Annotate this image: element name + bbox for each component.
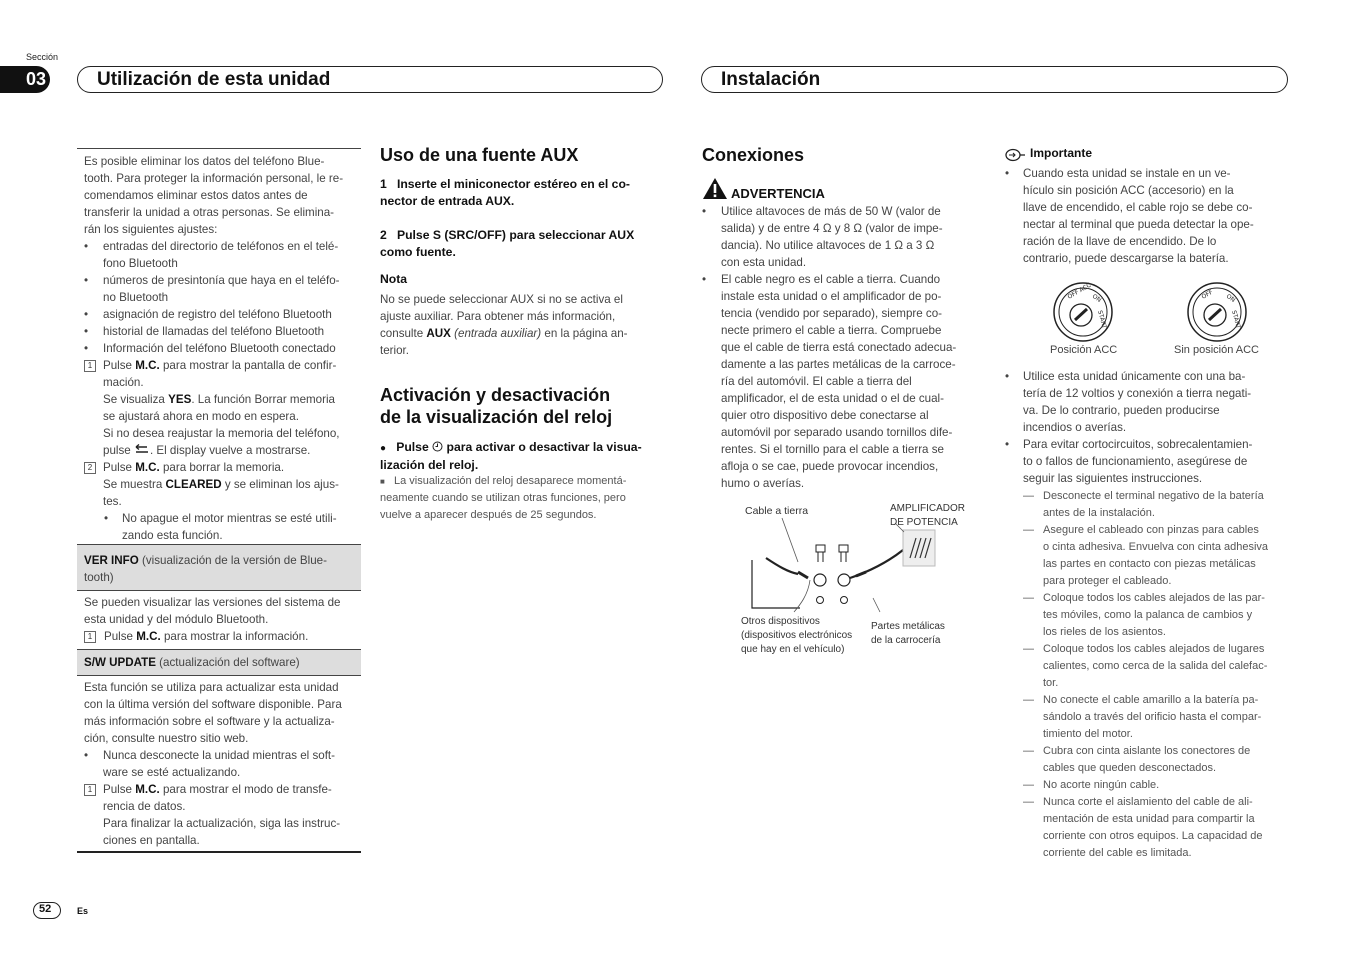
- dash2-l4: para proteger el cableado.: [1043, 575, 1172, 587]
- c3-b2-l1: El cable negro es el cable a tierra. Cuando: [721, 273, 941, 286]
- col3-bullets: • Utilice altavoces de más de 50 W (valor de salida) y de entre 4 Ω y 8 Ω (valor de impe- dancia). No utilice altavoces de 1 Ω a 3 Ω con esta unidad. • El cable negro es el cable a tierra. Cuando instale esta unidad o el amplificador de po- tencia (vendido por separado), siempre co- necte primero el cable a tierra. Compruebe que el cable de tierra está conectado adecua- damente a las partes metálicas de la carroce- ría del automóvil. El cable a tierra del amplificador, el de esta unidad o el de cual- quier otro dispositivo debe conectarse al automóvil por separado usando tornillos dife- rentes. Si el tornillo para el cable a tierra se afloja o se cae, puede provocar incendios, humo o averías.: [702, 205, 957, 490]
- aux-step1-l1: Inserte el miniconector estéreo en el co-: [396, 177, 630, 191]
- label-metal-1: Partes metálicas: [871, 621, 945, 632]
- col1-p1-l5: rán los siguientes ajustes:: [84, 223, 218, 236]
- sw-step-text: para mostrar el modo de transfe-: [162, 783, 332, 796]
- step1b-yes: YES: [168, 393, 192, 406]
- nota-title: Nota: [380, 272, 408, 286]
- aux-title: Uso de una fuente AUX: [380, 145, 579, 165]
- dash8-l1: Nunca corte el aislamiento del cable de ali-: [1043, 796, 1253, 808]
- nota-aux-desc: (entrada auxiliar): [454, 327, 542, 340]
- verinfo-title: VER INFO: [84, 554, 139, 567]
- footer-lang: Es: [77, 906, 89, 916]
- step2b-cleared: CLEARED: [165, 478, 222, 491]
- clock-step-pulse: Pulse: [396, 440, 429, 454]
- step1c-a: Si no desea reajustar la memoria del teléfono,: [103, 427, 340, 440]
- step-number-box: 1: [84, 631, 96, 643]
- dash3-l1: Coloque todos los cables alejados de las par-: [1043, 592, 1265, 604]
- label-amp-2: DE POTENCIA: [890, 517, 958, 528]
- dash3-l2: tes móviles, como la palanca de cambios y: [1043, 609, 1253, 621]
- c3-b2-l7: ría del automóvil. El cable a tierra del: [721, 375, 912, 388]
- verinfo-p-1: Se pueden visualizar las versiones del sistema de: [84, 596, 341, 609]
- nota-l1: No se puede seleccionar AUX si no se activa el: [380, 293, 623, 306]
- svg-text:OFF: OFF: [1200, 288, 1215, 301]
- step1-pulse: Pulse: [103, 359, 133, 372]
- nota-body: [380, 291, 665, 359]
- sw-step-key: M.C.: [135, 783, 160, 796]
- verinfo-header-text: [84, 552, 356, 586]
- step2-bullet-l2: zando esta función.: [122, 529, 223, 542]
- clock-title: [380, 384, 612, 428]
- col4-bullets-2: • Utilice esta unidad únicamente con una ba- tería de 12 voltios y conexión a tierra negati- va. De lo contrario, pueden producirse incendios o averías. • Para evitar cortocircuitos, sobrecalentamien- to o fallos de funcionamiento, asegúrese de seguir las siguientes instrucciones.: [1005, 370, 1253, 485]
- verinfo-step-text: para mostrar la información.: [163, 630, 309, 643]
- back-icon: [134, 442, 150, 459]
- clock-note-l2: neamente cuando se utilizan otras funciones, pero: [380, 492, 626, 504]
- c4-b2-l2: tería de 12 voltios y conexión a tierra negati-: [1023, 387, 1252, 400]
- c4-b3-l1: Para evitar cortocircuitos, sobrecalentamien-: [1023, 438, 1253, 451]
- svg-text:START: START: [1230, 309, 1242, 330]
- nota-l3b: en la página an-: [544, 327, 628, 340]
- c4-b1-l3: llave de encendido, el cable rojo se debe co-: [1023, 201, 1253, 214]
- dash8-l4: corriente del cable es limitada.: [1043, 847, 1192, 859]
- verinfo-step-pulse: Pulse: [104, 630, 134, 643]
- svg-text:ON: ON: [1090, 292, 1103, 304]
- c3-b2-l8: amplificador, el de esta unidad o el de cual-: [721, 392, 944, 405]
- c4-b3-l3: seguir las siguientes instrucciones.: [1023, 472, 1203, 485]
- step1c-pulse: pulse: [103, 444, 131, 457]
- sw-step-b-2: ciones en pantalla.: [103, 834, 200, 847]
- sw-step-text-2: rencia de datos.: [103, 800, 186, 813]
- dash8-l2: mentación de esta unidad para compartir la: [1043, 813, 1255, 825]
- label-other-3: que hay en el vehículo): [741, 644, 845, 655]
- clock-icon: [432, 440, 443, 457]
- verinfo-desc-2: tooth): [84, 571, 114, 584]
- c3-b1-l2: salida) y de entre 4 Ω y 8 Ω (valor de impe-: [721, 222, 943, 235]
- section-number: 03: [26, 69, 47, 89]
- sw-bullet-2: ware se esté actualizando.: [103, 766, 241, 779]
- dash6-l1: Cubra con cinta aislante los conectores de: [1043, 745, 1251, 757]
- noacc-label: Sin posición ACC: [1174, 344, 1259, 356]
- col1-bottom-rule: [77, 851, 361, 853]
- dash2-l2: o cinta adhesiva. Envuelva con cinta adhesiva: [1043, 541, 1269, 553]
- left-section-title: Utilización de esta unidad: [97, 69, 331, 90]
- col1-bullet4: historial de llamadas del teléfono Bluetooth: [103, 325, 325, 338]
- col1-p1-l4: transferir la unidad a otras personas. Se elimina-: [84, 206, 335, 219]
- clock-step-l2: lización del reloj.: [380, 458, 479, 472]
- c4-b1-l5: ración de la llave de encendido. De lo: [1023, 235, 1217, 248]
- aux-step2-num: 2: [380, 228, 387, 242]
- verinfo-step-key: M.C.: [136, 630, 161, 643]
- aux-step2: [380, 227, 665, 261]
- step1b-c: . La función Borrar memoria: [191, 393, 336, 406]
- sw-bullet-1: Nunca desconecte la unidad mientras el soft-: [103, 749, 336, 762]
- col1-bullet2-l1: números de presintonía que haya en el teléfo-: [103, 274, 340, 287]
- col1-bullet1-l1: entradas del directorio de teléfonos en el telé-: [103, 240, 339, 253]
- step2-key: M.C.: [135, 461, 160, 474]
- svg-text:START: START: [1096, 309, 1108, 330]
- dash4-l1: Coloque todos los cables alejados de lugares: [1043, 643, 1265, 655]
- dash8-l3: corriente con otros equipos. La capacidad de: [1043, 830, 1263, 842]
- label-other-1: Otros dispositivos: [741, 616, 820, 627]
- sw-step-b-1: Para finalizar la actualización, siga las instruc-: [103, 817, 341, 830]
- step-number-box: 1: [84, 360, 96, 372]
- clock-title-l1: Activación y desactivación: [380, 385, 611, 405]
- swupdate-body: Esta función se utiliza para actualizar esta unidad con la última versión del software disponible. Para más información sobre el software y la actualiza- ción, consulte nuestro sitio web. • Nunca desconecte la unidad mientras el soft- ware se esté actualizando. 1 Pulse M.C. para mostrar el modo de transfe- rencia de datos. Para finalizar la actualización, siga las instruc- ciones en pantalla.: [84, 681, 342, 847]
- dash2-l1: Asegure el cableado con pinzas para cables: [1043, 524, 1259, 536]
- dash1-l2: antes de la instalación.: [1043, 507, 1155, 519]
- ground-diagram: [738, 500, 988, 660]
- aux-step2-l2: como fuente.: [380, 245, 456, 259]
- label-other-2: (dispositivos electrónicos: [741, 630, 853, 641]
- step1-text-2: mación.: [103, 376, 144, 389]
- swupdate-header-text: [84, 654, 356, 671]
- swupdate-title: S/W UPDATE: [84, 656, 156, 669]
- verinfo-body: [84, 594, 356, 645]
- swupdate-desc: (actualización del software): [159, 656, 300, 669]
- clock-note-l1: La visualización del reloj desaparece momentá-: [394, 475, 627, 487]
- step2b-a: Se muestra: [103, 478, 163, 491]
- aux-step1-num: 1: [380, 177, 387, 191]
- verinfo-desc-1: (visualización de la versión de Blue-: [142, 554, 327, 567]
- c4-b1-l1: Cuando esta unidad se instale en un ve-: [1023, 167, 1231, 180]
- svg-text:ON: ON: [1224, 292, 1237, 304]
- c4-b1-l4: nectar al terminal que pueda detectar la ope-: [1023, 218, 1254, 231]
- col1-p1-l1: Es posible eliminar los datos del teléfono Blue-: [84, 155, 325, 168]
- c3-b2-l10: automóvil por separado usando tornillos dife-: [721, 426, 953, 439]
- c3-b1-l4: con esta unidad.: [721, 256, 807, 269]
- conexiones-title: Conexiones: [702, 145, 805, 165]
- dash6-l2: cables que queden desconectados.: [1043, 762, 1217, 774]
- label-metal-2: de la carrocería: [871, 635, 941, 646]
- nota-l2: ajuste auxiliar. Para obtener más información,: [380, 310, 616, 323]
- step2-text: para borrar la memoria.: [162, 461, 285, 474]
- step-number-box: 1: [84, 784, 96, 796]
- col4-bullet1: • Cuando esta unidad se instale en un ve- hículo sin posición ACC (accesorio) en la llave de encendido, el cable rojo se debe co- nectar al terminal que pueda detectar la ope- ración de la llave de encendido. De lo contrario, puede descargarse la batería.: [1005, 167, 1254, 265]
- acc-key-icon: [1052, 281, 1114, 348]
- col1-top-rule: [77, 148, 361, 149]
- right-section-title: Instalación: [721, 69, 821, 90]
- step2-bullet-l1: No apague el motor mientras se esté utili-: [122, 512, 337, 525]
- col1-bullet2-l2: no Bluetooth: [103, 291, 169, 304]
- important-label: Importante: [1030, 146, 1093, 160]
- nota-l4: terior.: [380, 344, 409, 357]
- c4-b1-l2: hículo sin posición ACC (accesorio) en la: [1023, 184, 1234, 197]
- dash7-l1: No acorte ningún cable.: [1043, 779, 1160, 791]
- step2-pulse: Pulse: [103, 461, 133, 474]
- c3-b2-l11: rentes. Si el tornillo para el cable a tierra se: [721, 443, 944, 456]
- step1b-d: se ajustará ahora en modo en espera.: [103, 410, 299, 423]
- c3-b1-l3: dancia). No utilice altavoces de 1 Ω a 3 Ω: [721, 239, 935, 252]
- c4-b3-l2: to o fallos de funcionamiento, asegúrese de: [1023, 455, 1248, 468]
- c3-b2-l2: instale esta unidad o el amplificador de po-: [721, 290, 942, 303]
- dash4-l3: tor.: [1043, 677, 1059, 689]
- aux-step1: [380, 176, 665, 210]
- c3-b2-l6: damente a las partes metálicas de la carroce-: [721, 358, 956, 371]
- aux-step1-l2: nector de entrada AUX.: [380, 194, 515, 208]
- dash2-l3: las partes en contacto con piezas metálicas: [1043, 558, 1256, 570]
- dash5-l3: timiento del motor.: [1043, 728, 1133, 740]
- c4-b2-l1: Utilice esta unidad únicamente con una ba-: [1023, 370, 1246, 383]
- c3-b2-l4: necte primero el cable a tierra. Compruebe: [721, 324, 942, 337]
- dash3-l3: los rieles de los asientos.: [1043, 626, 1166, 638]
- c3-b2-l13: humo o averías.: [721, 477, 805, 490]
- dash1-l1: Desconecte el terminal negativo de la batería: [1043, 490, 1264, 502]
- c4-b1-l6: contrario, puede descargarse la batería.: [1023, 252, 1229, 265]
- step-number-box: 2: [84, 462, 96, 474]
- dash5-l2: sándolo a través del orificio hasta el compar-: [1043, 711, 1262, 723]
- c3-b1-l1: Utilice altavoces de más de 50 W (valor de: [721, 205, 941, 218]
- verinfo-p-2: esta unidad y del módulo Bluetooth.: [84, 613, 269, 626]
- warning-label: ADVERTENCIA: [731, 186, 825, 201]
- noacc-key-icon: [1186, 281, 1248, 348]
- c3-b2-l3: tencia (vendido por separado), siempre co-: [721, 307, 943, 320]
- sw-p-3: más información sobre el software y la actualiza-: [84, 715, 335, 728]
- nota-l3a: consulte: [380, 327, 424, 340]
- page-number: 52: [39, 903, 52, 915]
- acc-label: Posición ACC: [1050, 344, 1118, 356]
- clock-step-l1: para activar o desactivar la visua-: [446, 440, 642, 454]
- clock-step: ● Pulse para activar o desactivar la visua- lización del reloj.: [380, 440, 642, 472]
- sw-p-1: Esta función se utiliza para actualizar esta unidad: [84, 681, 339, 694]
- col1-bullet5: Información del teléfono Bluetooth conectado: [103, 342, 336, 355]
- sw-p-2: con la última versión del software disponible. Para: [84, 698, 342, 711]
- col1-p1-l2: tooth. Para proteger la información personal, le re-: [84, 172, 344, 185]
- col1-bullet3: asignación de registro del teléfono Bluetooth: [103, 308, 332, 321]
- aux-step2-l1: Pulse S (SRC/OFF) para seleccionar AUX: [396, 228, 635, 242]
- c4-b2-l3: va. De lo contrario, pueden producirse: [1023, 404, 1220, 417]
- col1-p1-l3: comendamos eliminar estos datos antes de: [84, 189, 308, 202]
- label-amp-1: AMPLIFICADOR: [890, 503, 966, 514]
- step1-text: para mostrar la pantalla de confir-: [162, 359, 337, 372]
- c3-b2-l9: quier otro dispositivo debe conectarse al: [721, 409, 929, 422]
- dash4-l2: calientes, como cerca de la salida del calefac-: [1043, 660, 1268, 672]
- clock-title-l2: de la visualización del reloj: [380, 407, 613, 427]
- col4-dash-list: — Desconecte el terminal negativo de la batería antes de la instalación. — Asegure el cableado con pinzas para cables o cinta adhesiva. Envuelva con cinta adhesiva las partes en contacto con piezas metálicas para proteger el cableado. — Coloque todos los cables alejados de las par- tes móviles, como la palanca de cambios y los rieles de los asientos. — Coloque todos los cables alejados de lugares calientes, como cerca de la salida del calefac- tor. — No conecte el cable amarillo a la batería pa- sándolo a través del orificio hasta el compar- timiento del motor. — Cubra con cinta aislante los conectores de cables que queden desconectados. — No acorte ningún cable. — Nunca corte el aislamiento del cable de ali- mentación de esta unidad para compartir la corriente con otros equipos. La capacidad de corriente del cable es limitada.: [1023, 490, 1269, 859]
- c3-b2-l12: afloja o se cae, puede provocar incendios,: [721, 460, 939, 473]
- label-ground-cable: Cable a tierra: [745, 505, 809, 517]
- step1c-c: . El display vuelve a mostrarse.: [149, 444, 311, 457]
- step2b-d: tes.: [103, 495, 122, 508]
- clock-note-l3: vuelve a aparecer después de 25 segundos.: [380, 509, 597, 521]
- sw-p-4: ción, consulte nuestro sitio web.: [84, 732, 249, 745]
- clock-note: ■ La visualización del reloj desaparece momentá- neamente cuando se utilizan otras funciones, pero vuelve a aparecer después de 25 segundos.: [380, 475, 627, 521]
- dash5-l1: No conecte el cable amarillo a la batería pa-: [1043, 694, 1259, 706]
- warning-icon: [702, 177, 728, 205]
- c4-b2-l4: incendios o averías.: [1023, 421, 1127, 434]
- sw-step-pulse: Pulse: [103, 783, 133, 796]
- section-label: Sección: [26, 52, 59, 62]
- step1-key: M.C.: [135, 359, 160, 372]
- svg-text:OFF ACC: OFF ACC: [1066, 281, 1093, 301]
- nota-aux: AUX: [426, 327, 451, 340]
- step2b-c: y se eliminan los ajus-: [224, 478, 339, 491]
- col1-bullet1-l2: fono Bluetooth: [103, 257, 178, 270]
- step1b-a: Se visualiza: [103, 393, 165, 406]
- c3-b2-l5: que el cable de tierra está conectado adecua-: [721, 341, 957, 354]
